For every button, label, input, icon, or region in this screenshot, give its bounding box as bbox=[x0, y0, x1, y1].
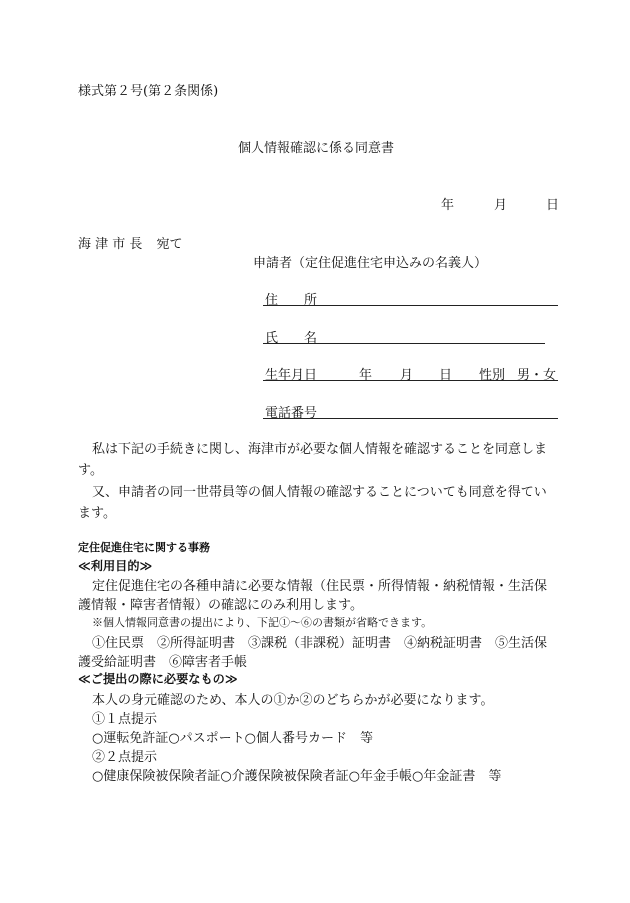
phone-label: 電話番号 bbox=[265, 406, 318, 421]
birth-month-label: 月 bbox=[400, 368, 414, 383]
applicant-heading: 申請者（定住促進住宅申込みの名義人） bbox=[253, 256, 488, 271]
omission-note: ※個人情報同意書の提出により、下記①～⑥の書類が省略できます。 bbox=[92, 616, 433, 629]
address-underline bbox=[263, 305, 558, 306]
birth-gender-underline bbox=[263, 380, 558, 381]
purpose-line2: 護情報・障害者情報）の確認にのみ利用します。 bbox=[78, 598, 363, 613]
addressee-suffix: 宛て bbox=[156, 237, 183, 252]
birth-label: 生年月日 bbox=[265, 368, 318, 383]
purpose-heading: ≪利用目的≫ bbox=[78, 559, 153, 573]
option2-title: ②２点提示 bbox=[92, 750, 158, 765]
addressee bbox=[78, 233, 183, 252]
name-underline bbox=[263, 343, 545, 344]
date-year-label: 年 bbox=[441, 198, 455, 213]
section-heading: 定住促進住宅に関する事務 bbox=[78, 541, 210, 554]
name-label: 氏 名 bbox=[265, 331, 318, 346]
option2-items: ○健康保険被保険者証○介護保険被保険者証○年金手帳○年金証書 等 bbox=[92, 769, 502, 784]
consent-para2-line1: 又、申請者の同一世帯員等の個人情報の確認することについても同意を得てい bbox=[92, 485, 547, 500]
date-day-label: 日 bbox=[546, 198, 560, 213]
date-month-label: 月 bbox=[494, 198, 508, 213]
address-label: 住 所 bbox=[265, 293, 318, 308]
docs-line2: 護受給証明書 ⑥障害者手帳 bbox=[78, 655, 248, 670]
docs-line1: ①住民票 ②所得証明書 ③課税（非課税）証明書 ④納税証明書 ⑤生活保 bbox=[92, 636, 548, 651]
purpose-line1: 定住促進住宅の各種申請に必要な情報（住民票・所得情報・納税情報・生活保 bbox=[92, 579, 548, 594]
required-heading: ≪ご提出の際に必要なもの≫ bbox=[78, 672, 238, 686]
option1-title: ①１点提示 bbox=[92, 712, 158, 727]
document-title: 個人情報確認に係る同意書 bbox=[238, 141, 395, 156]
phone-underline bbox=[263, 418, 558, 419]
consent-para1-line2: す。 bbox=[78, 463, 103, 478]
option1-items: ○運転免許証○パスポート○個人番号カード 等 bbox=[92, 731, 374, 746]
consent-para1-line1: 私は下記の手続きに関し、海津市が必要な個人情報を確認することを同意しま bbox=[92, 442, 548, 457]
gender-options: 男・女 bbox=[517, 368, 557, 383]
form-number: 様式第２号(第２条関係) bbox=[78, 84, 219, 99]
birth-year-label: 年 bbox=[359, 368, 373, 383]
consent-para2-line2: ます。 bbox=[78, 506, 116, 521]
birth-day-label: 日 bbox=[439, 368, 453, 383]
addressee-name: 海 津 市 長 bbox=[78, 237, 143, 252]
gender-label: 性別 bbox=[479, 368, 506, 383]
required-intro: 本人の身元確認のため、本人の①か②のどちらかが必要になります。 bbox=[92, 693, 494, 708]
